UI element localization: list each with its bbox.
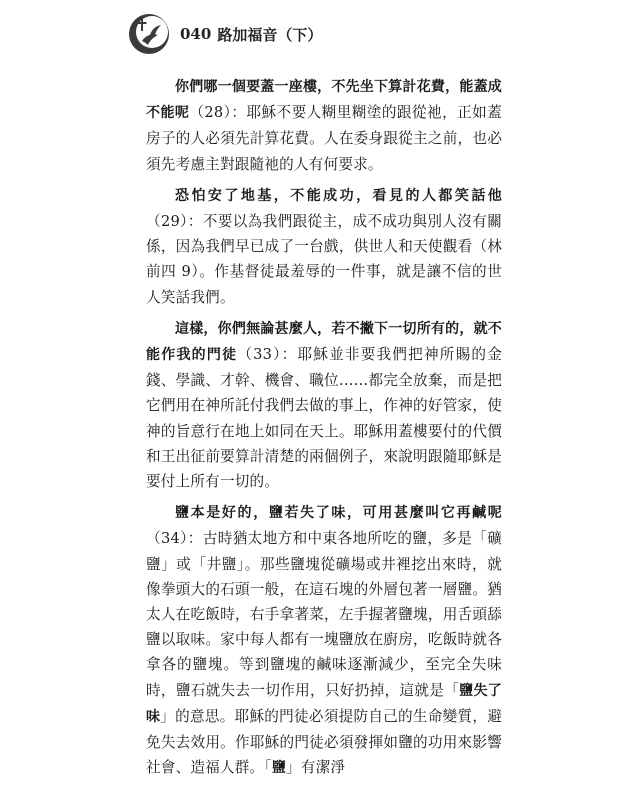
commentary-text: 」的意思。耶穌的門徒必須提防自己的生命變質，避免失去效用。作耶穌的門徒必須發揮如鹽的功用來影響社會、造福人群。「 xyxy=(146,707,503,777)
commentary-text: （28）：耶穌不要人糊里糊塗的跟從祂，正如蓋房子的人必須先計算花費。人在委身跟從主之前，也必須先考慮主對跟隨祂的人有何要求。 xyxy=(146,104,503,173)
verse-quote: 鹽本是好的，鹽若失了味，可用甚麼叫它再鹹呢 xyxy=(175,505,502,522)
page-header xyxy=(128,6,322,62)
verse-quote: 恐怕安了地基，不能成功，看見的人都笑話他 xyxy=(175,187,502,204)
commentary-text: （29）：不要以為我們跟從主，成不成功與別人沒有關係，因為我們早已成了一台戲，供世人和天使觀看（林前四 9）。作基督徒最羞辱的一件事，就是讓不信的世人笑話我們。 xyxy=(146,213,502,306)
paragraph-4 xyxy=(146,500,502,781)
dove-cross-icon xyxy=(128,13,170,55)
commentary-text: （34）：古時猶太地方和中東各地所吃的鹽，多是「礦鹽」或「井鹽」。那些鹽塊從礦場或井裡挖出來時，就像拳頭大的石頭一般，在這石塊的外層包著一層鹽。猶太人在吃飯時，右手拿著菜，左手握著鹽塊，用舌頭舔鹽以取味。家中每人都有一塊鹽放在廚房，吃飯時就各拿各的鹽塊。等到鹽塊的鹹味逐漸減少，至完全失味時，鹽石就失去一切作用，只好扔掉，這就是「 xyxy=(146,530,502,699)
emphasis-text: 鹽失了味 xyxy=(146,682,502,725)
verse-quote: 你們哪一個要蓋一座樓，不先坐下算計花費，能蓋成不能呢 xyxy=(146,79,502,122)
commentary-text: （33）：耶穌並非要我們把神所賜的金錢、學識、才幹、機會、職位……都完全放棄，而是把它們用在神所託付我們去做的事上，作神的好管家，使神的旨意行在地上如同在天上。耶穌用蓋樓要付的代價和王出征前要算計清楚的兩個例子，來說明跟隨耶穌是要付上所有一切的。 xyxy=(146,346,503,491)
paragraph-2 xyxy=(146,183,502,310)
verse-quote: 這樣，你們無論甚麼人，若不撇下一切所有的，就不能作我的門徒 xyxy=(146,320,502,364)
book-title: 路加福音（下） xyxy=(217,25,323,44)
page-number: 040 xyxy=(180,25,212,43)
paragraph-3 xyxy=(146,316,502,494)
commentary-text: 」有潔淨 xyxy=(286,759,346,777)
page-body xyxy=(146,74,502,787)
paragraph-1 xyxy=(146,74,502,177)
emphasis-text: 鹽 xyxy=(271,760,287,777)
